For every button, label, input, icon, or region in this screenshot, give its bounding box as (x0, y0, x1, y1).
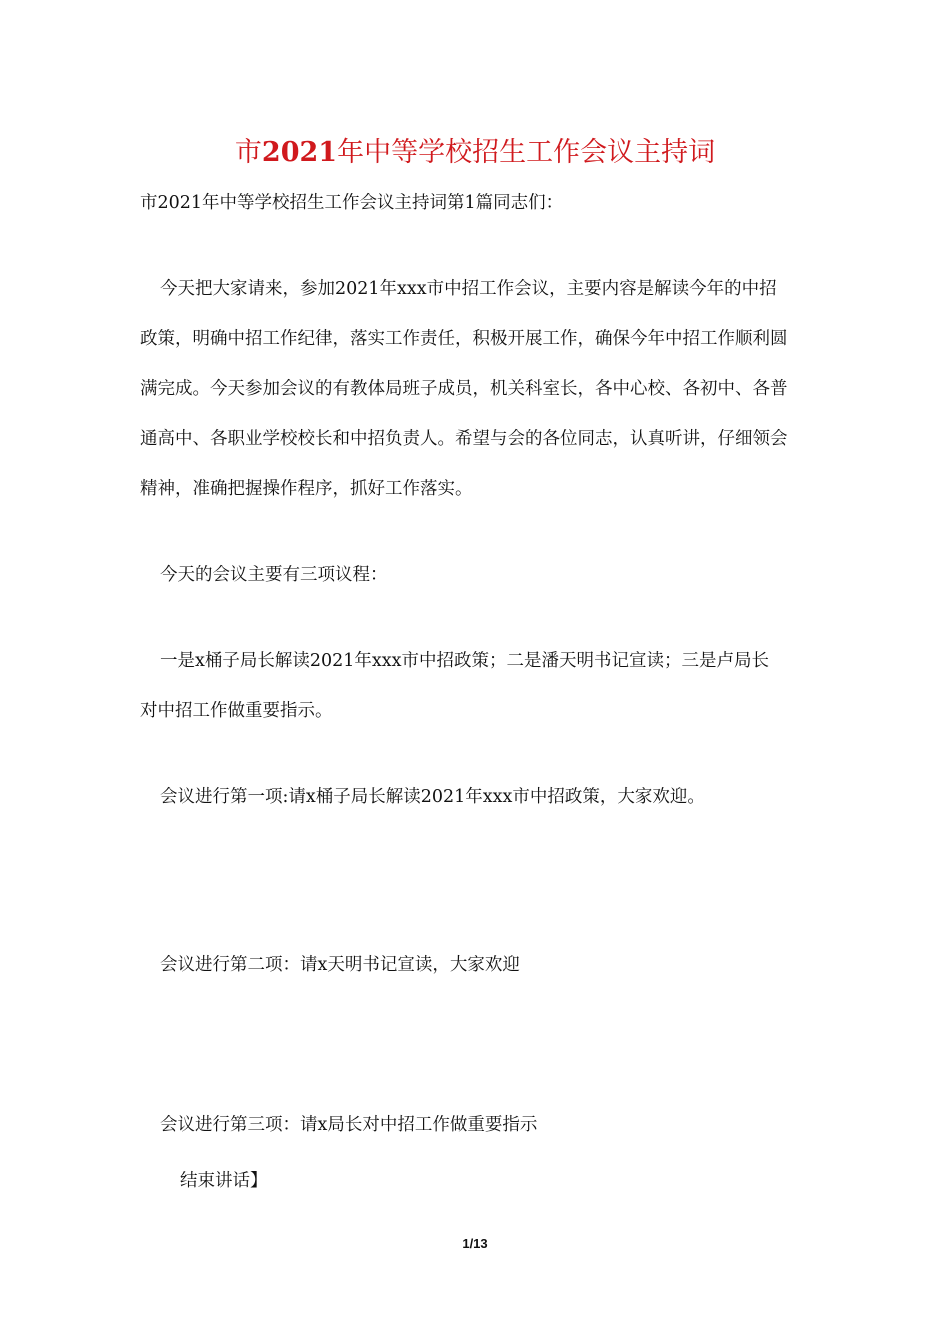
paragraph-item-three (140, 1100, 820, 1150)
paragraph-agenda-intro (140, 550, 820, 600)
document-title (0, 133, 950, 173)
paragraph-item-two (140, 940, 820, 990)
paragraph-opening (140, 264, 820, 514)
intro-paragraph (140, 178, 820, 228)
paragraph-line: 会议进行第三项：请x局长对中招工作做重要指示 (160, 1115, 538, 1135)
paragraph-line: 精神，准确把握操作程序，抓好工作落实。 (140, 479, 473, 499)
paragraph-line: 满完成。今天参加会议的有教体局班子成员，机关科室长，各中心校、各初中、各普 (140, 379, 788, 399)
paragraph-line: 结束讲话】 (180, 1171, 268, 1191)
intro-line: 市2021年中等学校招生工作会议主持词第1篇同志们： (140, 193, 564, 213)
paragraph-line: 会议进行第一项:请x桶子局长解读2021年xxx市中招政策，大家欢迎。 (160, 787, 705, 807)
paragraph-item-one (140, 772, 820, 822)
paragraph-line: 今天把大家请来，参加2021年xxx市中招工作会议，主要内容是解读今年的中招 (160, 279, 777, 299)
paragraph-line: 今天的会议主要有三项议程： (160, 565, 388, 585)
page-number: 1/13 (462, 1236, 488, 1251)
paragraph-line: 对中招工作做重要指示。 (140, 701, 333, 721)
paragraph-line: 通高中、各职业学校校长和中招负责人。希望与会的各位同志，认真听讲，仔细领会 (140, 429, 788, 449)
paragraph-line: 一是x桶子局长解读2021年xxx市中招政策；二是潘天明书记宣读；三是卢局长 (160, 651, 770, 671)
paragraph-line: 政策，明确中招工作纪律，落实工作责任，积极开展工作，确保今年中招工作顺利圆 (140, 329, 788, 349)
paragraph-line: 会议进行第二项：请x天明书记宣读，大家欢迎 (160, 955, 520, 975)
paragraph-agenda-items (140, 636, 820, 736)
title-prefix: 市 (234, 137, 262, 168)
title-year: 2021 (261, 137, 338, 168)
title-suffix: 年中等学校招生工作会议主持词 (337, 137, 716, 168)
paragraph-closing (140, 1156, 820, 1206)
